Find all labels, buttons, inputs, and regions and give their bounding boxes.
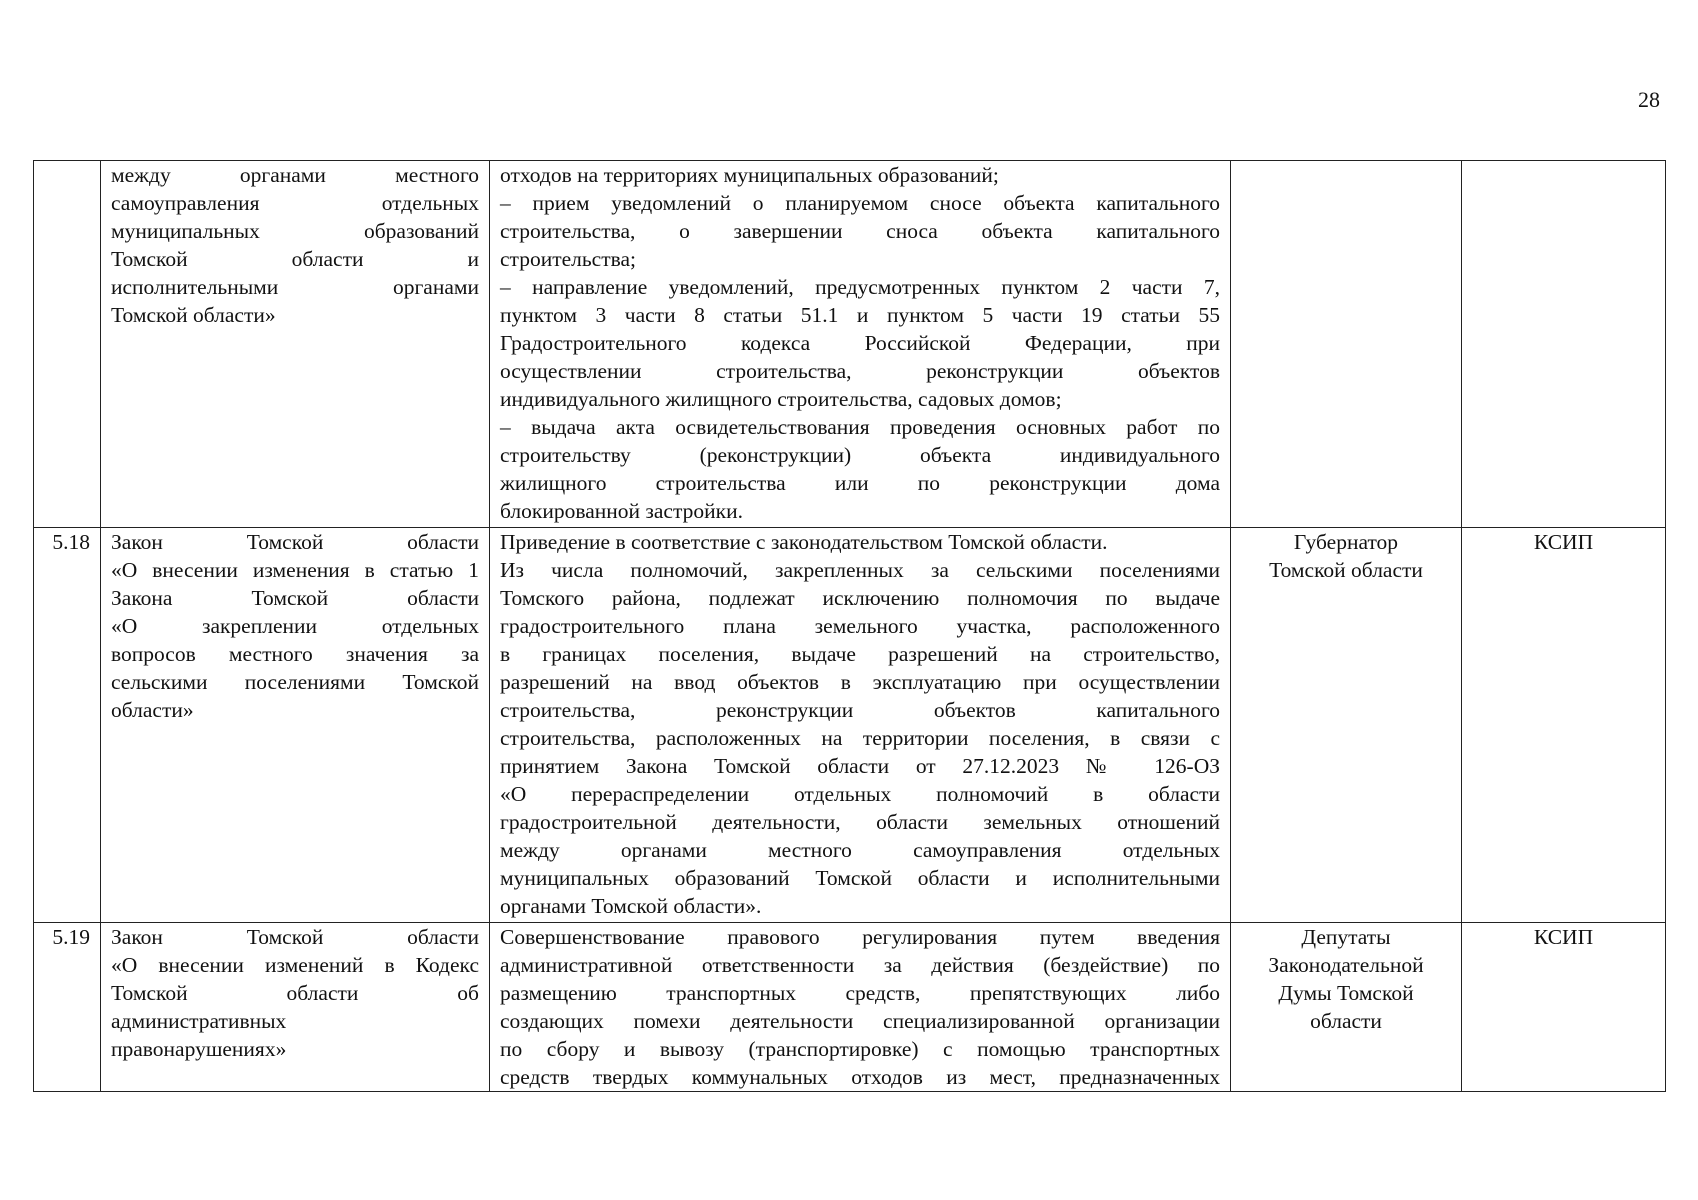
description-line: градостроительного плана земельного участка, расположенного <box>500 614 1220 638</box>
description-line: в границах поселения, выдаче разрешений на строительство, <box>500 642 1220 666</box>
description-line: осуществлении строительства, реконструкции объектов <box>500 359 1220 383</box>
law-title-line: вопросов местного значения за <box>111 642 479 666</box>
description-line: между органами местного самоуправления отдельных <box>500 838 1220 862</box>
page-number: 28 <box>1638 87 1660 112</box>
law-description <box>490 161 1231 528</box>
description-line: создающих помехи деятельности специализированной организации <box>500 1009 1220 1033</box>
law-title-line: Закон Томской области <box>111 925 479 949</box>
description-line: размещению транспортных средств, препятствующих либо <box>500 981 1220 1005</box>
law-title-line: между органами местного <box>111 163 479 187</box>
description-line: индивидуального жилищного строительства, садовых домов; <box>500 387 1062 411</box>
description-line: административной ответственности за действия (бездействие) по <box>500 953 1220 977</box>
initiator-line: Законодательной <box>1268 953 1424 977</box>
table-row <box>34 528 1666 923</box>
description-line: Совершенствование правового регулирования путем введения <box>500 925 1220 949</box>
description-line: Градостроительного кодекса Российской Федерации, при <box>500 331 1220 355</box>
table-row <box>34 923 1666 1092</box>
description-line: – направление уведомлений, предусмотренных пунктом 2 части 7, <box>500 275 1220 299</box>
law-description <box>490 528 1231 923</box>
description-line: отходов на территориях муниципальных образований; <box>500 163 999 187</box>
law-title-line: Томской области об <box>111 981 479 1005</box>
description-line: строительства, о завершении сноса объекта капитального <box>500 219 1220 243</box>
description-line: по сбору и вывозу (транспортировке) с помощью транспортных <box>500 1037 1220 1061</box>
law-title-line: области» <box>111 698 194 722</box>
description-line: «О перераспределении отдельных полномочий в области <box>500 782 1220 806</box>
description-line: строительству (реконструкции) объекта индивидуального <box>500 443 1220 467</box>
law-title <box>101 161 490 528</box>
description-line: строительства, расположенных на территории поселения, в связи с <box>500 726 1220 750</box>
law-title-line: исполнительными органами <box>111 275 479 299</box>
legislation-plan-table <box>33 160 1666 1092</box>
description-line: органами Томской области». <box>500 894 762 918</box>
description-line: разрешений на ввод объектов в эксплуатацию при осуществлении <box>500 670 1220 694</box>
law-title-line: «О внесении изменения в статью 1 <box>111 558 479 582</box>
law-title-line: Закона Томской области <box>111 586 479 610</box>
description-line: Томского района, подлежат исключению полномочия по выдаче <box>500 586 1220 610</box>
description-line: строительства; <box>500 247 637 271</box>
row-number: 5.18 <box>34 528 101 923</box>
law-title <box>101 528 490 923</box>
law-title-line: муниципальных образований <box>111 219 479 243</box>
description-line: пунктом 3 части 8 статьи 51.1 и пунктом 5 части 19 статьи 55 <box>500 303 1220 327</box>
law-title-line: Закон Томской области <box>111 530 479 554</box>
row-number <box>34 161 101 528</box>
description-line: градостроительной деятельности, области земельных отношений <box>500 810 1220 834</box>
table-row <box>34 161 1666 528</box>
initiator <box>1231 923 1462 1092</box>
law-title-line: Томской области» <box>111 303 276 327</box>
law-title-line: административных <box>111 1009 287 1033</box>
row-number: 5.19 <box>34 923 101 1092</box>
initiator-line: области <box>1310 1009 1382 1033</box>
committee: КСИП <box>1462 528 1666 923</box>
law-title <box>101 923 490 1092</box>
initiator-line: Томской области <box>1269 558 1423 582</box>
description-line: Из числа полномочий, закрепленных за сельскими поселениями <box>500 558 1220 582</box>
committee <box>1462 161 1666 528</box>
description-line: муниципальных образований Томской области и исполнительными <box>500 866 1220 890</box>
description-line: средств твердых коммунальных отходов из мест, предназначенных <box>500 1065 1220 1089</box>
initiator <box>1231 528 1462 923</box>
initiator-line: Депутаты <box>1301 925 1391 949</box>
description-line: – прием уведомлений о планируемом сносе объекта капитального <box>500 191 1220 215</box>
description-line: принятием Закона Томской области от 27.12.2023 № 126-ОЗ <box>500 754 1220 778</box>
description-line: блокированной застройки. <box>500 499 743 523</box>
committee: КСИП <box>1462 923 1666 1092</box>
law-title-line: «О внесении изменений в Кодекс <box>111 953 479 977</box>
initiator-line: Думы Томской <box>1278 981 1414 1005</box>
law-title-line: правонарушениях» <box>111 1037 287 1061</box>
law-title-line: сельскими поселениями Томской <box>111 670 479 694</box>
initiator-line: Губернатор <box>1293 530 1399 554</box>
description-line: Приведение в соответствие с законодательством Томской области. <box>500 530 1108 554</box>
description-line: строительства, реконструкции объектов капитального <box>500 698 1220 722</box>
description-line: жилищного строительства или по реконструкции дома <box>500 471 1220 495</box>
description-line: – выдача акта освидетельствования проведения основных работ по <box>500 415 1220 439</box>
law-title-line: Томской области и <box>111 247 479 271</box>
initiator <box>1231 161 1462 528</box>
law-title-line: «О закреплении отдельных <box>111 614 479 638</box>
law-title-line: самоуправления отдельных <box>111 191 479 215</box>
law-description <box>490 923 1231 1092</box>
